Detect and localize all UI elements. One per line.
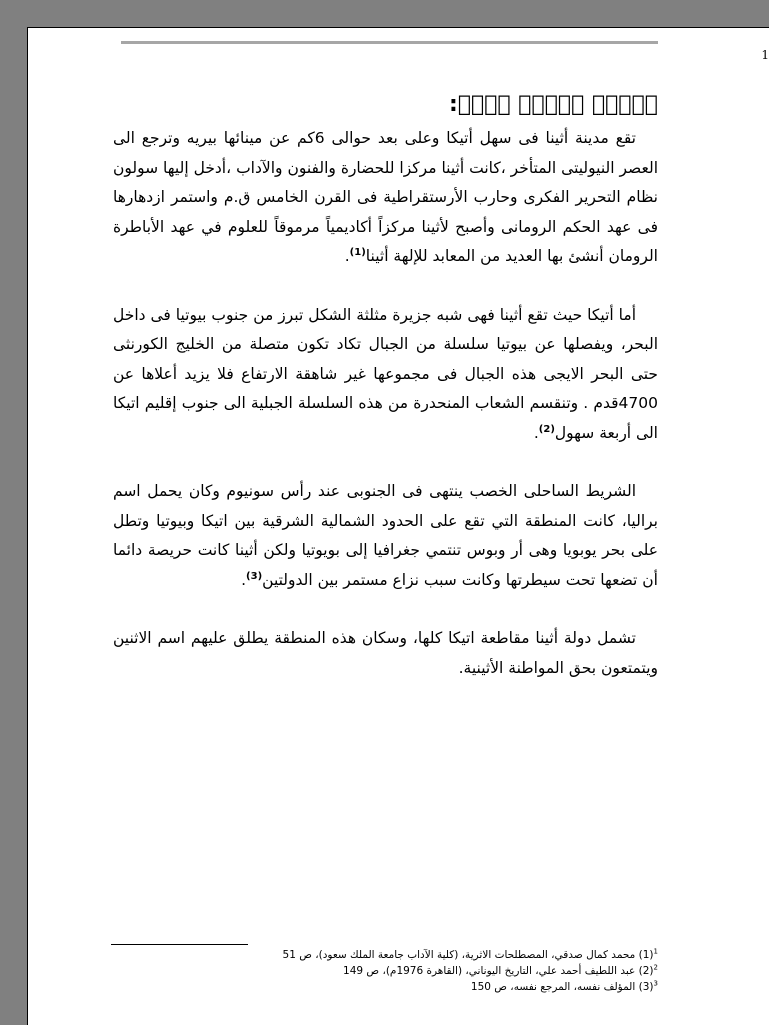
paragraph-1 [113,124,658,272]
footnote-text: (2) عبد اللطيف أحمد علي، التاريخ اليوناني، (القاهرة 1976م)، ص 149 [343,965,654,977]
paragraph-2 [113,301,658,449]
paragraph-end: . [241,570,247,589]
footnote-text: (1) محمد كمال صدقي، المصطلحات الاثرية، (كلية الآداب جامعة الملك سعود)، ص 51 [282,949,654,961]
header-rule [121,41,658,44]
paragraph-end: . [344,247,350,265]
paragraph-4 [113,624,658,683]
page-body [113,86,658,683]
footnote-text: (3) المؤلف نفسه، المرجع نفسه، ص 150 [470,981,654,993]
paragraph-text: أما أتيكا حيث تقع أثينا فهى شبه جزيرة مثلثة الشكل تبرز من جنوب بيوتيا فى داخل البحر، ويفصلها عن بيوتيا سلسلة من الجبال تكاد تكون متصلة من الخليج الكورنثى حتى البحر الايجى هذه الجبال فى مجموعها غير شاهقة الارتفاع فلا يزيد أعلاها عن 4700قدم . وتنقسم الشعاب المنحدرة من هذه السلسلة الجبلية الى جنوب إقليم اتيكا الى أربعة سهول [113,305,658,442]
footnote-ref: 1 [653,947,658,956]
footnote-marker[interactable]: (2) [538,423,555,435]
footnote-marker[interactable]: (1) [349,246,366,258]
footnotes [228,947,658,995]
footnote-1 [228,947,658,963]
paragraph-end: . [533,423,539,442]
footnote-separator [111,944,248,945]
paragraph-text: الشريط الساحلى الخصب ينتهى فى الجنوبى عند رأس سونيوم وكان يحمل اسم براليا، كانت المنطقة التي تقع على الحدود الشمالية الشرقية بين اتيكا وبيوتيا وتطل على بحر يوبويا وهى أر وبوس تنتمي جغرافيا إلى بويوتيا ولكن أثينا كانت حريصة دائما أن تضعها تحت سيطرتها وكانت سبب نزاع مستمر بين الدولتين [113,482,658,589]
footnote-2 [228,963,658,979]
paragraph-text: تشمل دولة أثينا مقاطعة اتيكا كلها، وسكان هذه المنطقة يطلق عليهم اسم الاثنين ويتمتعون بحق المواطنة الأثينية. [113,629,658,677]
paragraph-3 [113,477,658,595]
footnote-3 [228,979,658,995]
footnote-ref: 3 [653,979,658,988]
footnote-marker[interactable]: (3) [246,570,263,582]
document-page [27,27,769,1025]
footnote-ref: 2 [653,963,658,972]
paragraph-text: تقع مدينة أثينا فى سهل أتيكا وعلى بعد حوالى 6كم عن مينائها بيريه وترجع الى العصر النيوليتى المتأخر ،كانت أثينا مركزا للحضارة والفنون والآداب ،أدخل إليها سولون نظام التحرير الفكرى وحارب الأرستقراطية فى القرن الخامس ق.م واستمر ازدهارها فى عهد الحكم الرومانى وأصبح لأثينا مركزاً أكاديمياً مرموقاً للعلوم في عهد الأباطرة الرومان أنشئ بها العديد من المعابد للإلهة أثينا [113,129,658,265]
page-number: 1 [761,48,769,62]
section-heading: 􀀀􀀀􀀀􀀀 􀀀􀀀􀀀􀀀􀀀 􀀀􀀀􀀀􀀀􀀀: [449,92,658,117]
